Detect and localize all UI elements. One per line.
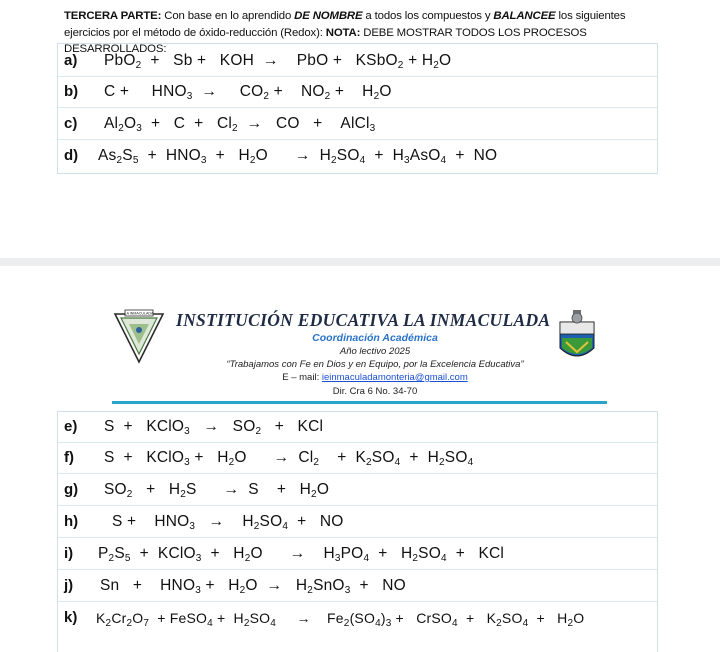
page-separator	[0, 258, 720, 266]
exercise-label: i)	[64, 545, 74, 562]
coordination-title: Coordinación Académica	[312, 332, 438, 344]
exercise-label: h)	[64, 513, 79, 530]
equation: S + $HNO_3$ → $H_2SO_4$ + NO	[112, 513, 344, 532]
exercise-row-a	[58, 46, 657, 77]
exercise-label: k)	[64, 609, 78, 626]
exercise-label: e)	[64, 418, 78, 435]
exercise-row-c	[58, 109, 657, 140]
de-nombre: DE NOMBRE	[294, 10, 363, 22]
header-divider	[112, 401, 607, 404]
exercise-row-k	[58, 603, 657, 633]
page-top	[0, 0, 720, 258]
exercise-row-d	[58, 141, 657, 171]
exercise-label: f)	[64, 449, 74, 466]
school-name: INSTITUCIÓN EDUCATIVA LA INMACULADA	[176, 310, 551, 330]
equation: $P_2S_5$ + KClO$_3$ + $H_2O$ → $H_3PO_4 + H_2SO_4$ + KCl	[98, 545, 505, 564]
equation: $K_2Cr_2O_7$ + FeSO$_4$ + $H_2SO_4$ → $Fe_2(SO_4)_3$ + CrSO$_4$ + $K_2SO_4 + H_2O$	[96, 610, 585, 629]
equation: S + KClO$_3$ + $H_2O$ → $Cl_2$ + $K_2SO_4 + H_2SO_4$	[104, 449, 474, 468]
exercise-label: d)	[64, 147, 79, 164]
school-address: Dir. Cra 6 No. 34-70	[332, 386, 418, 397]
page-bottom	[0, 266, 720, 646]
instructions-heading: TERCERA PARTE:	[64, 10, 162, 22]
exercise-row-j	[58, 571, 657, 602]
exercise-box-bottom	[57, 411, 658, 652]
school-email-line: E – mail: ieinmaculadamonteria@gmail.com	[282, 372, 468, 383]
email-link[interactable]: ieinmaculadamonteria@gmail.com	[321, 372, 468, 383]
exercise-row-b	[58, 77, 657, 108]
exercise-row-h	[58, 507, 657, 538]
school-motto: “Trabajamos con Fe en Dios y en Equipo, por la Excelencia Educativa”	[226, 359, 524, 370]
svg-text:LA INMACULADA: LA INMACULADA	[124, 311, 154, 316]
school-year: Año lectivo 2025	[339, 346, 411, 357]
equation: C + $HNO_3$ → $CO_2$ + $NO_2$ + $H_2O$	[104, 83, 392, 102]
exercise-label: j)	[64, 577, 74, 594]
exercise-label: c)	[64, 115, 78, 132]
equation: $As_2S_5 + HNO_3 + H_2O$ → $H_2SO_4 + H_3AsO_4$ + NO	[98, 147, 498, 166]
exercise-row-i	[58, 539, 657, 570]
exercise-label: a)	[64, 52, 78, 69]
exercise-row-g	[58, 475, 657, 506]
equation: PbO$_2$ + Sb + KOH → PbO + KSbO$_2$ + $H_2O$	[104, 52, 452, 71]
equation: $Al_2O_3 + C + Cl_2$ → CO + AlCl$_3$	[104, 115, 376, 134]
exercise-label: g)	[64, 481, 79, 498]
equation: $SO_2 + H_2S$ → S + $H_2O$	[104, 481, 330, 500]
exercise-row-e	[58, 412, 657, 443]
exercise-label: b)	[64, 83, 79, 100]
instructions: TERCERA PARTE: Con base en lo aprendido DE NOMBRE a todos los compuestos y BALANCEE los siguientes ejercicios por el método de óxido-reducción (Redox): NOTA: DEBE MOSTRAR TODOS LOS PROCESOS DESARROLLADOS:	[64, 10, 626, 55]
exercise-row-f	[58, 443, 657, 474]
balancee: BALANCEE	[493, 10, 556, 22]
nota-label: NOTA:	[325, 26, 361, 39]
school-header	[0, 266, 720, 411]
equation: S + KClO$_3$ → $SO_2$ + KCl	[104, 418, 324, 437]
exercise-box-top	[57, 43, 658, 174]
municipal-crest-icon	[556, 308, 598, 364]
equation: Sn + $HNO_3 + H_2O \to H_2SnO_3$ + NO	[100, 577, 406, 596]
